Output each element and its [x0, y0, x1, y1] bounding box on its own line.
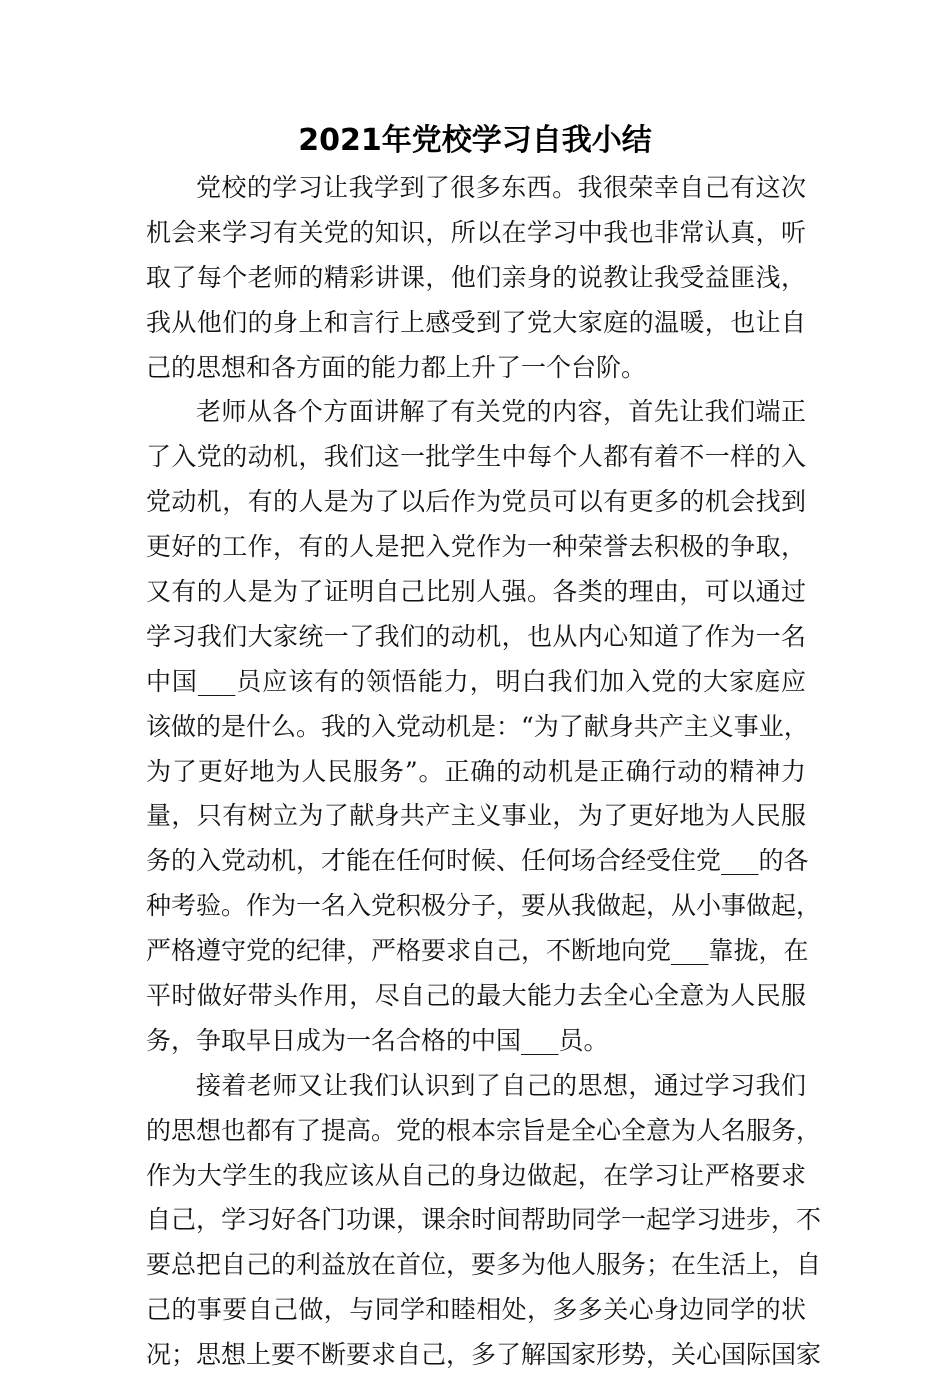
paragraph-line: 党校的学习让我学到了很多东西。我很荣幸自己有这次 — [196, 173, 806, 202]
paragraph-line: 又有的人是为了证明自己比别人强。各类的理由，可以通过 — [146, 577, 806, 607]
document-title: 2021年党校学习自我小结 — [298, 123, 652, 158]
paragraph-line: 种考验。作为一名入党积极分子，要从我做起，从小事做起， — [146, 891, 822, 921]
paragraph-line: 务，争取早日成为一名合格的中国___员。 — [146, 1025, 609, 1055]
paragraph-line: 要总把自己的利益放在首位，要多为他人服务；在生活上，自 — [146, 1250, 822, 1280]
paragraph-line: 况；思想上要不断要求自己，多了解国家形势，关心国际国家 — [146, 1340, 822, 1370]
paragraph-line: 严格遵守党的纪律，严格要求自己，不断地向党___靠拢，在 — [146, 936, 809, 966]
paragraph-1 — [146, 166, 806, 390]
paragraph-line: 平时做好带头作用，尽自己的最大能力去全心全意为人民服 — [146, 981, 806, 1011]
document-body — [146, 166, 822, 1378]
paragraph-line: 了入党的动机，我们这一批学生中每个人都有着不一样的入 — [146, 442, 806, 472]
paragraph-line: 己的事要自己做，与同学和睦相处，多多关心身边同学的状 — [146, 1295, 806, 1325]
paragraph-line: 为了更好地为人民服务”。正确的动机是正确行动的精神力 — [146, 756, 806, 786]
paragraph-line: 该做的是什么。我的入党动机是：“为了献身共产主义事业， — [146, 711, 809, 741]
paragraph-line: 学习我们大家统一了我们的动机，也从内心知道了作为一名 — [146, 621, 806, 651]
paragraph-line: 党动机，有的人是为了以后作为党员可以有更多的机会找到 — [146, 487, 806, 517]
paragraph-line: 中国___员应该有的领悟能力，明白我们加入党的大家庭应 — [146, 666, 806, 696]
paragraph-line: 取了每个老师的精彩讲课，他们亲身的说教让我受益匪浅， — [146, 262, 806, 292]
paragraph-3 — [146, 1064, 822, 1378]
paragraph-line: 老师从各个方面讲解了有关党的内容，首先让我们端正 — [196, 397, 806, 427]
paragraph-line: 务的入党动机，才能在任何时候、任何场合经受住党___的各 — [146, 846, 809, 876]
paragraph-line: 自己，学习好各门功课，课余时间帮助同学一起学习进步，不 — [146, 1205, 822, 1235]
paragraph-line: 己的思想和各方面的能力都上升了一个台阶。 — [146, 352, 647, 382]
paragraph-line: 机会来学习有关党的知识，所以在学习中我也非常认真，听 — [146, 217, 806, 247]
paragraph-line: 量，只有树立为了献身共产主义事业，为了更好地为人民服 — [146, 801, 806, 831]
paragraph-line: 的思想也都有了提高。党的根本宗旨是全心全意为人名服务， — [146, 1115, 822, 1145]
paragraph-2 — [146, 390, 822, 1063]
paragraph-line: 作为大学生的我应该从自己的身边做起，在学习让严格要求 — [146, 1160, 806, 1190]
paragraph-line: 接着老师又让我们认识到了自己的思想，通过学习我们 — [196, 1070, 806, 1100]
paragraph-line: 更好的工作，有的人是把入党作为一种荣誉去积极的争取， — [146, 532, 806, 562]
paragraph-line: 我从他们的身上和言行上感受到了党大家庭的温暖，也让自 — [146, 307, 806, 337]
